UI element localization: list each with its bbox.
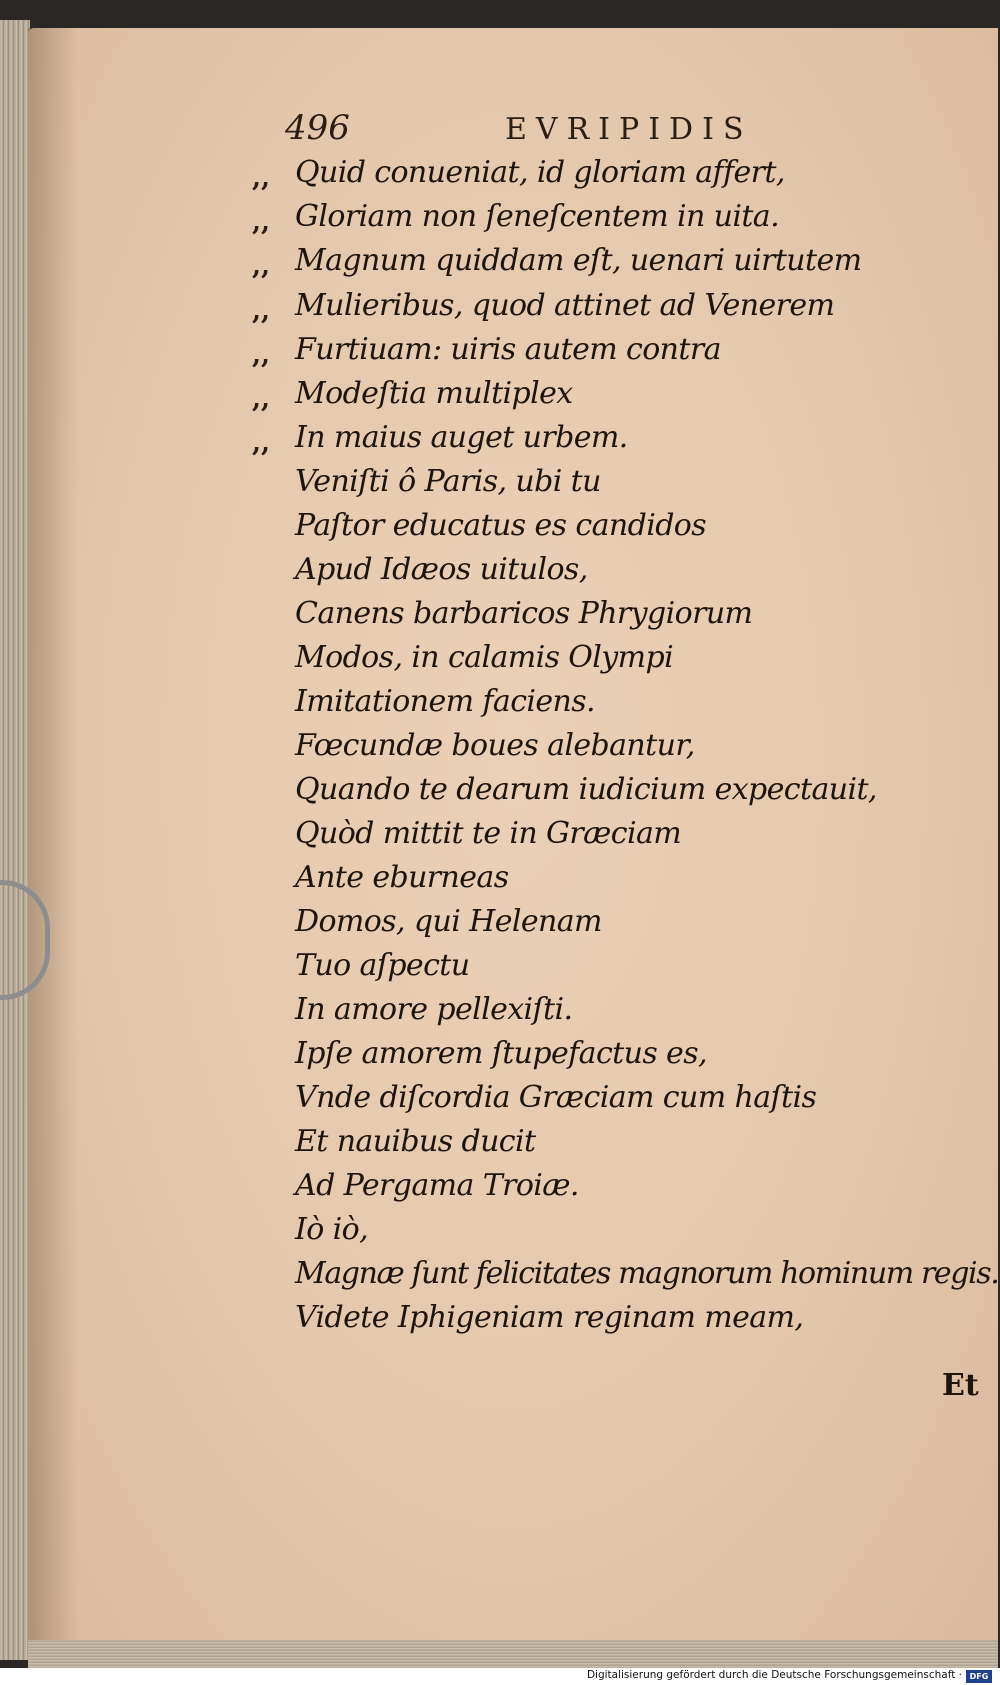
quote-mark: ,,	[252, 428, 271, 458]
quote-mark: ,,	[252, 207, 271, 237]
verse-line: Ipſe amorem ſtupefactus es,	[295, 1036, 707, 1071]
quote-mark: ,,	[252, 384, 271, 414]
page-bottom-edge	[28, 1640, 998, 1668]
verse-line: Modeſtia multiplex	[295, 376, 573, 411]
verse-line: Ad Pergama Troiæ.	[295, 1168, 579, 1203]
verse-line: Fœcundæ boues alebantur,	[295, 728, 695, 763]
verse-line: In maius auget urbem.	[295, 420, 628, 455]
page-number: 496	[285, 108, 350, 148]
verse-line: Videte Iphigeniam reginam meam,	[295, 1300, 804, 1335]
verse-line: Iò iò,	[295, 1212, 369, 1247]
dfg-logo-icon: DFG	[966, 1670, 992, 1683]
gutter-shadow	[28, 28, 78, 1660]
verse-line: In amore pellexiſti.	[295, 992, 573, 1027]
verse-line: Modos, in calamis Olympi	[295, 640, 674, 675]
quote-mark: ,,	[252, 163, 271, 193]
verse-line: Magnæ ſunt felicitates magnorum hominum regis.	[295, 1256, 999, 1291]
verse-line: Gloriam non ſeneſcentem in uita.	[295, 199, 780, 234]
funding-credit: Digitalisierung gefördert durch die Deutsche Forschungsgemeinschaft ·	[586, 1669, 962, 1681]
verse-line: Domos, qui Helenam	[295, 904, 602, 939]
verse-line: Ante eburneas	[295, 860, 509, 895]
catchword: Et	[942, 1368, 979, 1403]
verse-line: Mulieribus, quod attinet ad Venerem	[295, 288, 835, 323]
running-head: EVRIPIDIS	[505, 112, 753, 147]
verse-line: Canens barbaricos Phrygiorum	[295, 596, 753, 631]
verse-line: Tuo aſpectu	[295, 948, 470, 983]
verse-line: Vnde diſcordia Græciam cum haſtis	[295, 1080, 817, 1115]
verse-line: Et nauibus ducit	[295, 1124, 536, 1159]
verse-line: Quid conueniat, id gloriam affert,	[295, 155, 785, 190]
quote-mark: ,,	[252, 340, 271, 370]
verse-line: Veniſti ô Paris, ubi tu	[295, 464, 601, 499]
verse-line: Imitationem faciens.	[295, 684, 595, 719]
verse-line: Furtiuam: uiris autem contra	[295, 332, 721, 367]
verse-line: Paſtor educatus es candidos	[295, 508, 707, 543]
verse-line: Magnum quiddam eſt, uenari uirtutem	[295, 243, 862, 278]
verse-line: Quando te dearum iudicium expectauit,	[295, 772, 877, 807]
page-edges	[0, 20, 30, 1660]
quote-mark: ,,	[252, 296, 271, 326]
verse-line: Apud Idæos uitulos,	[295, 552, 588, 587]
quote-mark: ,,	[252, 251, 271, 281]
verse-line: Quòd mittit te in Græciam	[295, 816, 682, 851]
